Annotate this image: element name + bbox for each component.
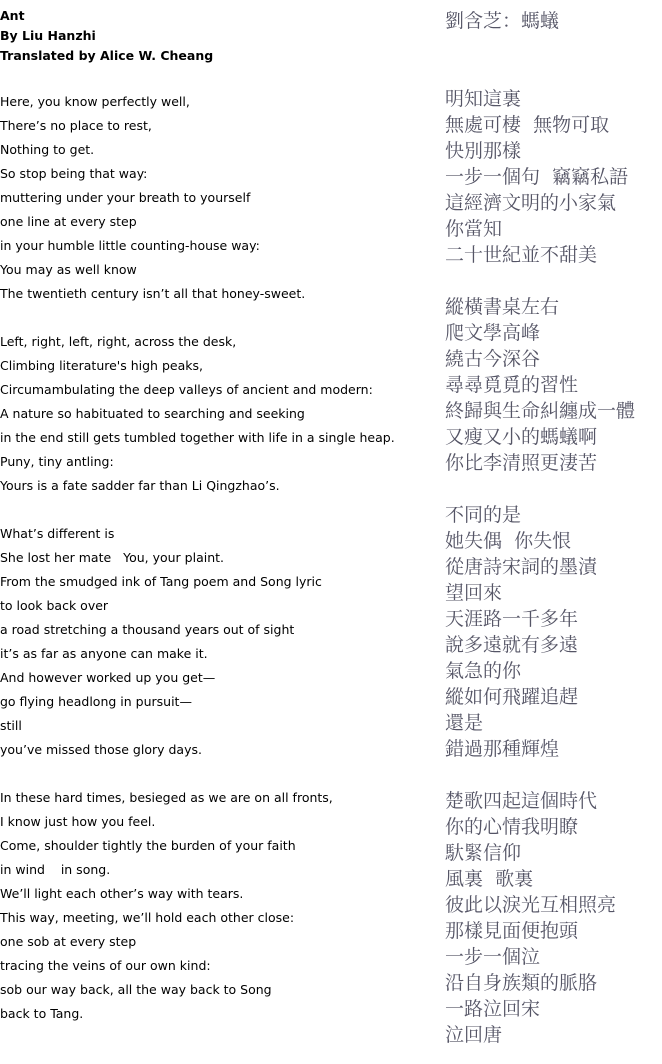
chinese-original: [445, 8, 660, 1048]
poem-line: I know just how you feel.: [0, 814, 156, 829]
poem-line: 二十世紀並不甜美: [445, 244, 598, 266]
stanza-gap: [0, 306, 430, 330]
poem-line: Here, you know perfectly well,: [0, 94, 190, 109]
poem-line: 這經濟文明的小家氣: [445, 192, 617, 214]
english-translation: [0, 6, 430, 1026]
poem-line: to look back over: [0, 598, 109, 613]
poem-line: Yours is a fate sadder far than Li Qingzhao’s.: [0, 478, 280, 493]
poem-line: 爬文學高峰: [445, 322, 541, 344]
poem-line: 終歸與生命糾纏成一體: [445, 400, 636, 422]
poem-line: 天涯路一千多年: [445, 608, 579, 630]
poem-title: Ant: [0, 8, 25, 23]
poem-line: 一步一個句 竊竊私語: [445, 166, 629, 188]
stanza-gap: [445, 762, 660, 788]
stanza: [445, 502, 660, 762]
poem-line: She lost her mate You, your plaint.: [0, 550, 225, 565]
stanza-gap: [445, 476, 660, 502]
poem-line: a road stretching a thousand years out of sight: [0, 622, 295, 637]
poem-line: 你比李清照更淒苦: [445, 452, 598, 474]
poem-line: 氣急的你: [445, 660, 522, 682]
poem-line: 無處可棲 無物可取: [445, 114, 610, 136]
english-header: [0, 6, 430, 66]
poem-line: Puny, tiny antling:: [0, 454, 114, 469]
poem-line: Circumambulating the deep valleys of ancient and modern:: [0, 382, 373, 397]
poem-line: 尋尋覓覓的習性: [445, 374, 579, 396]
poem-line: This way, meeting, we’ll hold each other close:: [0, 910, 295, 925]
poem-line: So stop being that way:: [0, 166, 148, 181]
poem-line: 從唐詩宋詞的墨漬: [445, 556, 598, 578]
poem-line: What’s different is: [0, 526, 115, 541]
stanza-gap: [0, 498, 430, 522]
poem-line: 她失偶 你失恨: [445, 530, 572, 552]
poem-line: 縱如何飛躍追趕: [445, 686, 579, 708]
poem-line: 縱橫書桌左右: [445, 296, 560, 318]
poem-line: Nothing to get.: [0, 142, 95, 157]
poem-line: 你的心情我明瞭: [445, 816, 579, 838]
poem-line: one sob at every step: [0, 934, 137, 949]
poem-author: By Liu Hanzhi: [0, 28, 96, 43]
poem-line: sob our way back, all the way back to Song: [0, 982, 272, 997]
english-stanzas: [0, 90, 430, 1026]
stanza-gap: [0, 762, 430, 786]
stanza: [0, 90, 430, 306]
poem-line: go flying headlong in pursuit—: [0, 694, 192, 709]
poem-line: The twentieth century isn’t all that honey-sweet.: [0, 286, 306, 301]
poem-line: in wind in song.: [0, 862, 111, 877]
stanza: [445, 788, 660, 1048]
poem-line: 望回來: [445, 582, 503, 604]
poem-line: 你當知: [445, 218, 503, 240]
chinese-stanzas: [445, 86, 660, 1048]
stanza: [0, 786, 430, 1026]
poem-line: 楚歌四起這個時代: [445, 790, 598, 812]
stanza-gap: [445, 268, 660, 294]
poem-line: 又瘦又小的螞蟻啊: [445, 426, 598, 448]
poem-line: still: [0, 718, 22, 733]
poem-line: 錯過那種輝煌: [445, 738, 560, 760]
poem-line: tracing the veins of our own kind:: [0, 958, 211, 973]
poem-line: one line at every step: [0, 214, 137, 229]
poem-line: in the end still gets tumbled together with life in a single heap.: [0, 430, 395, 445]
poem-line: 馱緊信仰: [445, 842, 522, 864]
poem-line: 泣回唐: [445, 1024, 503, 1046]
poem-line: You may as well know: [0, 262, 137, 277]
poem-line: In these hard times, besieged as we are on all fronts,: [0, 790, 333, 805]
poem-line: 風裏 歌裏: [445, 868, 534, 890]
poem-line: 一路泣回宋: [445, 998, 541, 1020]
poem-line: From the smudged ink of Tang poem and Song lyric: [0, 574, 322, 589]
poem-line: you’ve missed those glory days.: [0, 742, 202, 757]
stanza: [445, 294, 660, 476]
poem-line: 明知這裏: [445, 88, 522, 110]
poem-line: 不同的是: [445, 504, 522, 526]
poem-line: 彼此以淚光互相照亮: [445, 894, 617, 916]
stanza: [445, 86, 660, 268]
poem-line: There’s no place to rest,: [0, 118, 152, 133]
poem-line: 還是: [445, 712, 484, 734]
poem-line: We’ll light each other’s way with tears.: [0, 886, 244, 901]
poem-line: Left, right, left, right, across the desk,: [0, 334, 237, 349]
poem-line: 說多遠就有多遠: [445, 634, 579, 656]
poem-line: 繞古今深谷: [445, 348, 541, 370]
poem-line: muttering under your breath to yourself: [0, 190, 251, 205]
poem-line: Come, shoulder tightly the burden of your faith: [0, 838, 296, 853]
poem-line: in your humble little counting-house way:: [0, 238, 260, 253]
poem-line: Climbing literature's high peaks,: [0, 358, 203, 373]
poem-line: 沿自身族類的脈胳: [445, 972, 598, 994]
chinese-title: 劉含芝：螞蟻: [445, 10, 560, 32]
poem-line: A nature so habituated to searching and seeking: [0, 406, 305, 421]
poem-line: 一步一個泣: [445, 946, 541, 968]
poem-translator: Translated by Alice W. Cheang: [0, 48, 214, 63]
poem-line: 快別那樣: [445, 140, 522, 162]
poem-line: it’s as far as anyone can make it.: [0, 646, 208, 661]
poem-line: back to Tang.: [0, 1006, 84, 1021]
stanza: [0, 330, 430, 498]
stanza: [0, 522, 430, 762]
poem-line: 那樣見面便抱頭: [445, 920, 579, 942]
poem-line: And however worked up you get—: [0, 670, 216, 685]
